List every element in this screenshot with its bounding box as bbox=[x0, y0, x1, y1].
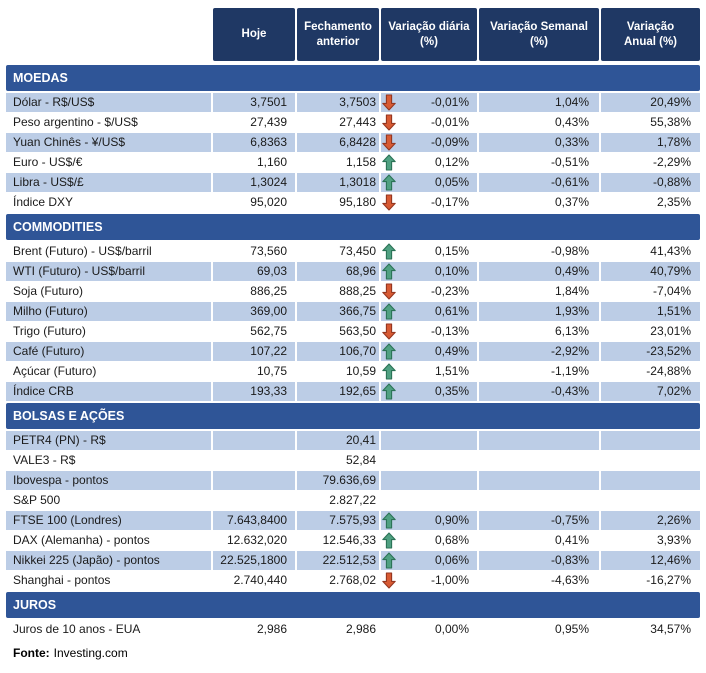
cell-value: -0,13% bbox=[430, 324, 469, 338]
cell-value: 95,180 bbox=[339, 195, 376, 209]
section-header-bolsas-e-acoes: BOLSAS E AÇÕES bbox=[6, 403, 700, 429]
cell-fechamento bbox=[297, 262, 379, 281]
table-row bbox=[6, 491, 700, 510]
cell-hoje bbox=[213, 620, 295, 639]
table-row bbox=[6, 302, 700, 321]
cell-value: 0,05% bbox=[434, 175, 469, 189]
cell-var_diaria bbox=[381, 93, 477, 112]
cell-var_anual bbox=[601, 262, 700, 281]
row-label: Peso argentino - $/US$ bbox=[13, 115, 138, 129]
cell-fechamento bbox=[297, 491, 379, 510]
cell-value: -0,61% bbox=[550, 175, 589, 189]
cell-var_semanal bbox=[479, 153, 599, 172]
up-arrow-icon bbox=[382, 154, 396, 171]
cell-value: 193,33 bbox=[250, 384, 287, 398]
up-arrow-icon bbox=[382, 552, 396, 569]
cell-value: 22.525,1800 bbox=[220, 553, 287, 567]
cell-var_diaria bbox=[381, 382, 477, 401]
cell-var_anual bbox=[601, 491, 700, 510]
row-label: Brent (Futuro) - US$/barril bbox=[13, 244, 152, 258]
cell-value: 69,03 bbox=[256, 264, 287, 278]
cell-value: 52,84 bbox=[345, 453, 376, 467]
cell-var_anual bbox=[601, 113, 700, 132]
cell-value: -1,19% bbox=[550, 364, 589, 378]
cell-value: 55,38% bbox=[650, 115, 691, 129]
cell-var_anual bbox=[601, 431, 700, 450]
cell-value: 1,3024 bbox=[250, 175, 287, 189]
cell-hoje bbox=[213, 193, 295, 212]
cell-hoje bbox=[213, 551, 295, 570]
cell-var_semanal bbox=[479, 511, 599, 530]
cell-fechamento bbox=[297, 620, 379, 639]
cell-hoje bbox=[213, 362, 295, 381]
cell-value: 0,12% bbox=[434, 155, 469, 169]
cell-hoje bbox=[213, 571, 295, 590]
cell-value: -0,23% bbox=[430, 284, 469, 298]
cell-value: 1,93% bbox=[554, 304, 589, 318]
cell-value: 2,26% bbox=[656, 513, 691, 527]
cell-value: -0,88% bbox=[652, 175, 691, 189]
cell-fechamento bbox=[297, 471, 379, 490]
table-row bbox=[6, 620, 700, 639]
row-label: Nikkei 225 (Japão) - pontos bbox=[6, 551, 211, 570]
cell-var_semanal bbox=[479, 93, 599, 112]
cell-value: 2,986 bbox=[256, 622, 287, 636]
table-row bbox=[6, 471, 700, 490]
cell-value: 7.575,93 bbox=[329, 513, 376, 527]
cell-fechamento bbox=[297, 431, 379, 450]
cell-value: 79.636,69 bbox=[322, 473, 376, 487]
cell-fechamento bbox=[297, 531, 379, 550]
row-label: Ibovespa - pontos bbox=[6, 471, 211, 490]
row-label: DAX (Alemanha) - pontos bbox=[13, 533, 150, 547]
cell-fechamento bbox=[297, 153, 379, 172]
cell-var_diaria bbox=[381, 113, 477, 132]
cell-var_anual bbox=[601, 93, 700, 112]
cell-value: -16,27% bbox=[646, 573, 691, 587]
down-arrow-icon bbox=[382, 283, 396, 300]
cell-fechamento bbox=[297, 511, 379, 530]
cell-fechamento bbox=[297, 342, 379, 361]
cell-value: 12.546,33 bbox=[322, 533, 376, 547]
table-row bbox=[6, 431, 700, 450]
cell-var_diaria bbox=[381, 571, 477, 590]
cell-value: 3,7503 bbox=[339, 95, 376, 109]
cell-value: 2.768,02 bbox=[329, 573, 376, 587]
cell-value: 1,84% bbox=[554, 284, 589, 298]
cell-hoje bbox=[213, 153, 295, 172]
column-header-fechamento-anterior: Fechamento anterior bbox=[297, 8, 379, 61]
cell-var_semanal bbox=[479, 431, 599, 450]
cell-value: 1,04% bbox=[554, 95, 589, 109]
cell-value: -1,00% bbox=[430, 573, 469, 587]
cell-hoje bbox=[213, 302, 295, 321]
cell-var_diaria bbox=[381, 262, 477, 281]
up-arrow-icon bbox=[382, 343, 396, 360]
cell-value: -2,92% bbox=[550, 344, 589, 358]
section-header-moedas: MOEDAS bbox=[6, 65, 700, 91]
cell-fechamento bbox=[297, 133, 379, 152]
cell-fechamento bbox=[297, 362, 379, 381]
row-label: Yuan Chinês - ¥/US$ bbox=[6, 133, 211, 152]
table-body bbox=[6, 65, 700, 639]
cell-var_semanal bbox=[479, 113, 599, 132]
table-row bbox=[6, 242, 700, 261]
cell-value: -0,83% bbox=[550, 553, 589, 567]
cell-value: 2.740,440 bbox=[233, 573, 287, 587]
cell-value: 40,79% bbox=[650, 264, 691, 278]
cell-value: 12,46% bbox=[650, 553, 691, 567]
table-row bbox=[6, 173, 700, 192]
cell-var_diaria bbox=[381, 451, 477, 470]
cell-value: 2.827,22 bbox=[329, 493, 376, 507]
cell-value: 7.643,8400 bbox=[226, 513, 287, 527]
cell-fechamento bbox=[297, 322, 379, 341]
cell-value: 0,41% bbox=[554, 533, 589, 547]
cell-var_anual bbox=[601, 282, 700, 301]
row-label: Libra - US$/£ bbox=[6, 173, 211, 192]
cell-var_diaria bbox=[381, 193, 477, 212]
cell-value: -0,43% bbox=[550, 384, 589, 398]
row-label: Índice CRB bbox=[6, 382, 211, 401]
cell-var_diaria bbox=[381, 322, 477, 341]
row-label: Café (Futuro) bbox=[6, 342, 211, 361]
cell-value: -24,88% bbox=[646, 364, 691, 378]
cell-value: 0,43% bbox=[554, 115, 589, 129]
cell-value: 1,3018 bbox=[339, 175, 376, 189]
cell-var_semanal bbox=[479, 193, 599, 212]
table-row bbox=[6, 322, 700, 341]
cell-value: 27,439 bbox=[250, 115, 287, 129]
cell-var_semanal bbox=[479, 551, 599, 570]
row-label: Euro - US$/€ bbox=[13, 155, 83, 169]
cell-var_semanal bbox=[479, 382, 599, 401]
cell-hoje bbox=[213, 342, 295, 361]
cell-value: 41,43% bbox=[650, 244, 691, 258]
cell-hoje bbox=[213, 93, 295, 112]
cell-hoje bbox=[213, 491, 295, 510]
table-row bbox=[6, 342, 700, 361]
cell-hoje bbox=[213, 242, 295, 261]
cell-var_anual bbox=[601, 342, 700, 361]
row-label: VALE3 - R$ bbox=[13, 453, 76, 467]
cell-value: -0,98% bbox=[550, 244, 589, 258]
cell-value: 10,75 bbox=[256, 364, 287, 378]
cell-var_diaria bbox=[381, 173, 477, 192]
cell-var_diaria bbox=[381, 133, 477, 152]
up-arrow-icon bbox=[382, 263, 396, 280]
cell-value: 106,70 bbox=[339, 344, 376, 358]
cell-var_anual bbox=[601, 362, 700, 381]
cell-var_semanal bbox=[479, 620, 599, 639]
cell-var_semanal bbox=[479, 302, 599, 321]
cell-value: 1,160 bbox=[256, 155, 287, 169]
cell-value: 562,75 bbox=[250, 324, 287, 338]
cell-value: -0,75% bbox=[550, 513, 589, 527]
cell-value: 95,020 bbox=[250, 195, 287, 209]
cell-value: -0,09% bbox=[430, 135, 469, 149]
cell-value: -2,29% bbox=[652, 155, 691, 169]
table-row bbox=[6, 133, 700, 152]
column-header-variacao-semanal: Variação Semanal (%) bbox=[479, 8, 599, 61]
table-row bbox=[6, 282, 700, 301]
cell-value: 0,10% bbox=[434, 264, 469, 278]
cell-hoje bbox=[213, 282, 295, 301]
cell-value: 369,00 bbox=[250, 304, 287, 318]
cell-value: 0,33% bbox=[554, 135, 589, 149]
up-arrow-icon bbox=[382, 243, 396, 260]
table-row bbox=[6, 153, 700, 172]
table-row bbox=[6, 93, 700, 112]
cell-value: 20,41 bbox=[345, 433, 376, 447]
cell-var_anual bbox=[601, 382, 700, 401]
cell-var_semanal bbox=[479, 531, 599, 550]
cell-var_diaria bbox=[381, 282, 477, 301]
cell-fechamento bbox=[297, 382, 379, 401]
header-corner-spacer bbox=[6, 8, 211, 61]
source-label: Fonte: bbox=[13, 646, 50, 660]
cell-fechamento bbox=[297, 242, 379, 261]
cell-value: 0,90% bbox=[434, 513, 469, 527]
down-arrow-icon bbox=[382, 114, 396, 131]
cell-var_diaria bbox=[381, 342, 477, 361]
section-header-commodities: COMMODITIES bbox=[6, 214, 700, 240]
cell-var_semanal bbox=[479, 342, 599, 361]
cell-var_diaria bbox=[381, 302, 477, 321]
cell-var_semanal bbox=[479, 322, 599, 341]
cell-value: 34,57% bbox=[650, 622, 691, 636]
cell-var_semanal bbox=[479, 173, 599, 192]
cell-var_diaria bbox=[381, 153, 477, 172]
cell-fechamento bbox=[297, 173, 379, 192]
cell-value: 2,986 bbox=[345, 622, 376, 636]
cell-hoje bbox=[213, 451, 295, 470]
down-arrow-icon bbox=[382, 572, 396, 589]
table-row bbox=[6, 193, 700, 212]
row-label: WTI (Futuro) - US$/barril bbox=[6, 262, 211, 281]
cell-value: 6,13% bbox=[554, 324, 589, 338]
table-row bbox=[6, 451, 700, 470]
cell-value: 6,8363 bbox=[250, 135, 287, 149]
cell-value: 7,02% bbox=[656, 384, 691, 398]
cell-value: 2,35% bbox=[656, 195, 691, 209]
cell-value: 6,8428 bbox=[339, 135, 376, 149]
cell-var_semanal bbox=[479, 491, 599, 510]
cell-hoje bbox=[213, 382, 295, 401]
down-arrow-icon bbox=[382, 94, 396, 111]
cell-var_semanal bbox=[479, 571, 599, 590]
row-label: PETR4 (PN) - R$ bbox=[6, 431, 211, 450]
up-arrow-icon bbox=[382, 512, 396, 529]
row-label: Shanghai - pontos bbox=[13, 573, 111, 587]
cell-fechamento bbox=[297, 551, 379, 570]
down-arrow-icon bbox=[382, 194, 396, 211]
cell-fechamento bbox=[297, 302, 379, 321]
cell-var_semanal bbox=[479, 451, 599, 470]
up-arrow-icon bbox=[382, 532, 396, 549]
source-text: Investing.com bbox=[53, 646, 128, 660]
cell-var_anual bbox=[601, 471, 700, 490]
table-row bbox=[6, 511, 700, 530]
row-label: Trigo (Futuro) bbox=[13, 324, 86, 338]
cell-var_anual bbox=[601, 451, 700, 470]
cell-value: 0,68% bbox=[434, 533, 469, 547]
cell-var_semanal bbox=[479, 471, 599, 490]
cell-value: 1,78% bbox=[656, 135, 691, 149]
cell-var_anual bbox=[601, 133, 700, 152]
cell-var_diaria bbox=[381, 620, 477, 639]
cell-var_semanal bbox=[479, 262, 599, 281]
cell-fechamento bbox=[297, 571, 379, 590]
table-row bbox=[6, 262, 700, 281]
cell-value: 22.512,53 bbox=[322, 553, 376, 567]
cell-value: 10,59 bbox=[345, 364, 376, 378]
table-row bbox=[6, 571, 700, 590]
cell-var_anual bbox=[601, 173, 700, 192]
cell-var_semanal bbox=[479, 362, 599, 381]
cell-value: -0,01% bbox=[430, 95, 469, 109]
cell-value: 0,49% bbox=[554, 264, 589, 278]
down-arrow-icon bbox=[382, 134, 396, 151]
cell-hoje bbox=[213, 471, 295, 490]
table-row bbox=[6, 362, 700, 381]
section-header-juros: JUROS bbox=[6, 592, 700, 618]
cell-value: 73,450 bbox=[339, 244, 376, 258]
cell-var_diaria bbox=[381, 551, 477, 570]
cell-var_anual bbox=[601, 571, 700, 590]
cell-value: 0,06% bbox=[434, 553, 469, 567]
cell-hoje bbox=[213, 262, 295, 281]
row-label: Dólar - R$/US$ bbox=[6, 93, 211, 112]
cell-value: 1,51% bbox=[656, 304, 691, 318]
cell-fechamento bbox=[297, 193, 379, 212]
up-arrow-icon bbox=[382, 303, 396, 320]
cell-value: 3,7501 bbox=[250, 95, 287, 109]
cell-var_anual bbox=[601, 153, 700, 172]
cell-var_anual bbox=[601, 531, 700, 550]
cell-value: 0,95% bbox=[554, 622, 589, 636]
cell-hoje bbox=[213, 531, 295, 550]
table-header-row bbox=[6, 8, 700, 61]
up-arrow-icon bbox=[382, 383, 396, 400]
table-row bbox=[6, 382, 700, 401]
up-arrow-icon bbox=[382, 174, 396, 191]
cell-value: 563,50 bbox=[339, 324, 376, 338]
cell-var_anual bbox=[601, 322, 700, 341]
cell-value: 0,00% bbox=[434, 622, 469, 636]
cell-var_semanal bbox=[479, 242, 599, 261]
cell-value: 27,443 bbox=[339, 115, 376, 129]
cell-value: 20,49% bbox=[650, 95, 691, 109]
cell-hoje bbox=[213, 511, 295, 530]
cell-value: 1,158 bbox=[345, 155, 376, 169]
cell-value: 107,22 bbox=[250, 344, 287, 358]
cell-fechamento bbox=[297, 282, 379, 301]
cell-var_anual bbox=[601, 511, 700, 530]
row-label: Índice DXY bbox=[13, 195, 74, 209]
cell-var_diaria bbox=[381, 491, 477, 510]
cell-value: -7,04% bbox=[652, 284, 691, 298]
cell-var_diaria bbox=[381, 242, 477, 261]
cell-value: 0,37% bbox=[554, 195, 589, 209]
cell-var_anual bbox=[601, 242, 700, 261]
cell-value: 23,01% bbox=[650, 324, 691, 338]
cell-var_anual bbox=[601, 620, 700, 639]
cell-hoje bbox=[213, 113, 295, 132]
cell-var_diaria bbox=[381, 531, 477, 550]
cell-var_anual bbox=[601, 302, 700, 321]
cell-var_diaria bbox=[381, 362, 477, 381]
table-row bbox=[6, 531, 700, 550]
cell-var_semanal bbox=[479, 282, 599, 301]
table-row bbox=[6, 113, 700, 132]
source-note bbox=[6, 646, 700, 660]
cell-value: 0,49% bbox=[434, 344, 469, 358]
cell-value: -0,01% bbox=[430, 115, 469, 129]
table-row bbox=[6, 551, 700, 570]
cell-value: -0,51% bbox=[550, 155, 589, 169]
row-label: FTSE 100 (Londres) bbox=[6, 511, 211, 530]
cell-fechamento bbox=[297, 113, 379, 132]
row-label: S&P 500 bbox=[13, 493, 61, 507]
cell-value: 73,560 bbox=[250, 244, 287, 258]
cell-var_diaria bbox=[381, 511, 477, 530]
cell-value: 0,61% bbox=[434, 304, 469, 318]
cell-value: -0,17% bbox=[430, 195, 469, 209]
cell-var_anual bbox=[601, 551, 700, 570]
cell-value: 366,75 bbox=[339, 304, 376, 318]
cell-value: 12.632,020 bbox=[226, 533, 287, 547]
column-header-variacao-diaria: Variação diária (%) bbox=[381, 8, 477, 61]
up-arrow-icon bbox=[382, 363, 396, 380]
cell-value: 888,25 bbox=[339, 284, 376, 298]
cell-hoje bbox=[213, 133, 295, 152]
cell-value: 1,51% bbox=[434, 364, 469, 378]
row-label: Milho (Futuro) bbox=[6, 302, 211, 321]
row-label: Açúcar (Futuro) bbox=[13, 364, 97, 378]
cell-fechamento bbox=[297, 93, 379, 112]
row-label: Soja (Futuro) bbox=[13, 284, 84, 298]
cell-fechamento bbox=[297, 451, 379, 470]
cell-var_semanal bbox=[479, 133, 599, 152]
cell-hoje bbox=[213, 173, 295, 192]
column-header-variacao-anual: Variação Anual (%) bbox=[601, 8, 700, 61]
cell-hoje bbox=[213, 431, 295, 450]
cell-value: -4,63% bbox=[550, 573, 589, 587]
cell-hoje bbox=[213, 322, 295, 341]
cell-value: -23,52% bbox=[646, 344, 691, 358]
cell-value: 68,96 bbox=[345, 264, 376, 278]
cell-value: 886,25 bbox=[250, 284, 287, 298]
cell-value: 0,35% bbox=[434, 384, 469, 398]
down-arrow-icon bbox=[382, 323, 396, 340]
cell-var_anual bbox=[601, 193, 700, 212]
cell-value: 3,93% bbox=[656, 533, 691, 547]
cell-var_diaria bbox=[381, 431, 477, 450]
cell-value: 192,65 bbox=[339, 384, 376, 398]
row-label: Juros de 10 anos - EUA bbox=[13, 622, 141, 636]
cell-value: 0,15% bbox=[434, 244, 469, 258]
cell-var_diaria bbox=[381, 471, 477, 490]
column-header-hoje: Hoje bbox=[213, 8, 295, 61]
